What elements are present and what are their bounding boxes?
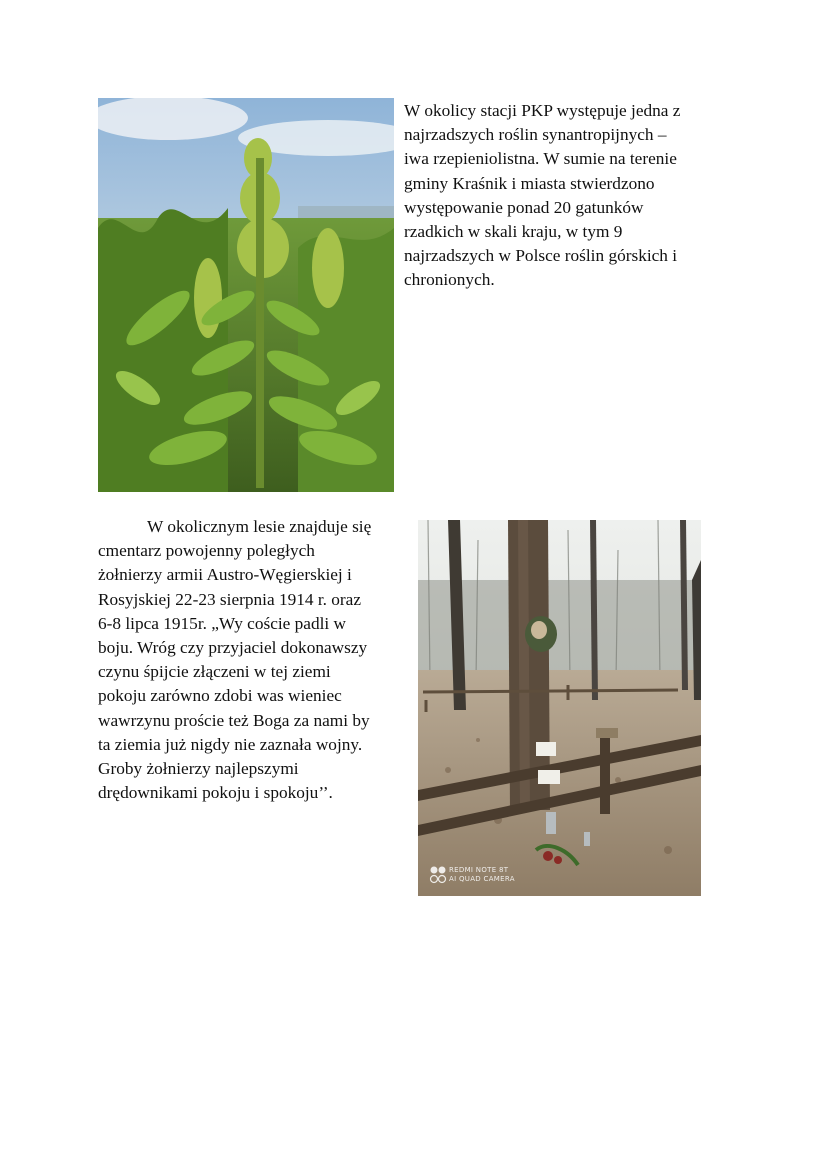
cemetery-photo	[418, 520, 701, 896]
text-line: rzadkich w skali kraju, w tym 9	[404, 222, 623, 242]
text-line: czynu śpijcie złączeni w tej ziemi	[98, 662, 331, 682]
plant-photo	[98, 98, 394, 492]
text-line: 6-8 lipca 1915r. „Wy coście padli w	[98, 613, 347, 633]
text-line: Groby żołnierzy najlepszymi	[98, 759, 299, 779]
text-line: Rosyjskiej 22-23 sierpnia 1914 r. oraz	[98, 589, 362, 609]
cemetery-description	[98, 515, 371, 805]
text-line: chronionych.	[404, 270, 495, 290]
forest-cemetery-icon	[418, 520, 701, 896]
camera-watermark	[449, 866, 515, 884]
watermark-line: AI QUAD CAMERA	[449, 875, 515, 883]
plant-description	[404, 99, 680, 293]
text-line: W okolicy stacji PKP występuje jedna z	[404, 101, 681, 120]
text-line: występowanie ponad 20 gatunków	[404, 197, 644, 217]
text-line: cmentarz powojenny poległych	[98, 541, 315, 561]
watermark-line: REDMI NOTE 8T	[449, 866, 509, 874]
text-line: wawrzynu proście też Boga za nami by	[98, 710, 370, 730]
text-line: pokoju zarówno zdobi was wieniec	[98, 686, 342, 706]
plant-photo-icon	[98, 98, 394, 492]
text-line: boju. Wróg czy przyjaciel dokonawszy	[98, 638, 368, 658]
text-line: najrzadszych roślin synantropijnych –	[404, 125, 667, 145]
text-line: W okolicznym lesie znajduje się	[147, 517, 372, 536]
text-line: ta ziemia już nigdy nie zaznała wojny.	[98, 734, 363, 754]
text-line: gminy Kraśnik i miasta stwierdzono	[404, 173, 655, 193]
text-line: iwa rzepieniolistna. W sumie na terenie	[404, 149, 677, 169]
text-line: żołnierzy armii Austro-Węgierskiej i	[98, 565, 352, 585]
text-line: najrzadszych w Polsce roślin górskich i	[404, 246, 678, 266]
text-line: drędownikami pokoju i spokoju’’.	[98, 783, 333, 803]
